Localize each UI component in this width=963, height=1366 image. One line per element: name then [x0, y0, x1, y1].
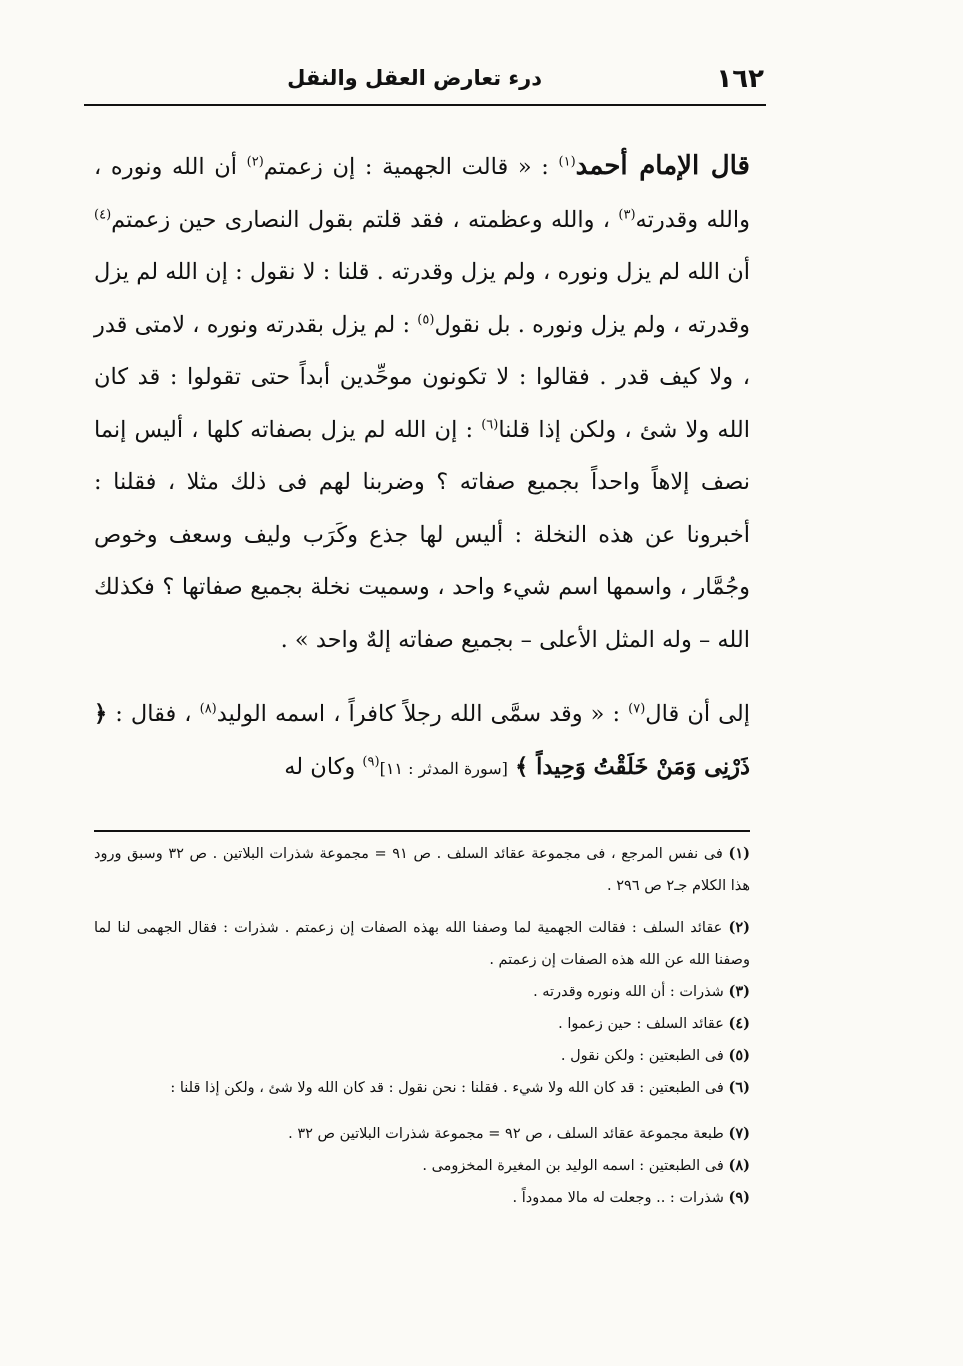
text-run: أن الله ونوره ، والله وقدرته	[94, 154, 751, 233]
footnote-7	[94, 1118, 750, 1150]
footnote-text: عقائد السلف : حين زعموا .	[558, 1016, 724, 1032]
footnote-marker: (٤)	[94, 207, 112, 222]
footnote-number: (٨)	[728, 1157, 750, 1174]
footnote-8	[94, 1150, 750, 1182]
footnote-text: شذرات : .. وجعلت له مالا ممدوداً .	[512, 1190, 724, 1206]
footnote-number: (٢)	[728, 919, 750, 936]
text-run: إلى أن قال	[645, 701, 751, 727]
footnote-marker: (٣)	[618, 207, 636, 222]
page-number: ١٦٢	[716, 64, 764, 94]
surah-reference: [سورة المدثر : ١١]	[379, 758, 508, 778]
footnote-marker: (٥)	[417, 312, 435, 327]
text-run: : لم يزل بقدرته ونوره ، لامتى قدر ، ولا كيف قدر . فقالوا : لا تكونون موحِّدين أبداً حتى تقولوا : قد كان الله ولا شئ ، ولكن إذا قلنا	[94, 311, 750, 443]
footnote-text: فى نفس المرجع ، فى مجموعة عقائد السلف . ص ٩١ = مجموعة شذرات البلاتين . ص ٣٢ وسبق ورود هذا الكلام جـ٢ ص ٢٩٦ .	[94, 846, 750, 894]
footnote-text: طبعة مجموعة عقائد السلف ، ص ٩٢ = مجموعة شذرات البلاتين ص ٣٢ .	[288, 1126, 724, 1142]
text-run: : إن الله لم يزل بصفاته كلها ، أليس إنما نصف إلاهاً واحداً بجميع صفاته ؟ وضربنا لهم فى ذلك مثلا ، فقلنا : أخبرونا عن هذه النخلة : أليس لها جذع وكَرَب وليف وسعف وخوص وجُمَّار ، واسمها اسم شيء واحد ، وسميت نخلة بجميع صفاتها ؟ فكذلك الله – وله المثل الأعلى – بجميع صفاته إلهٌ واحد » .	[94, 416, 750, 653]
footnote-rule	[94, 830, 750, 832]
footnote-1	[94, 838, 750, 902]
footnote-number: (٧)	[728, 1125, 750, 1142]
footnote-text: شذرات : أن الله ونوره وقدرته .	[533, 984, 724, 1000]
footnote-text: عقائد السلف : فقالت الجهمية لما وصفنا الله بهذه الصفات إن زعمتم . شذرات : فقال الجهمى لنا لما وصفنا الله عن الله هذه الصفات إن زعمتم .	[94, 920, 750, 968]
paragraph-1	[94, 140, 750, 666]
footnote-4	[94, 1008, 750, 1040]
footnote-number: (٥)	[728, 1047, 750, 1064]
footnote-number: (٩)	[728, 1189, 750, 1206]
footnote-number: (٤)	[728, 1015, 750, 1032]
footnote-text: فى الطبعتين : ولكن نقول .	[560, 1048, 724, 1064]
footnote-text: فى الطبعتين : اسمه الوليد بن المغيرة المخزومى .	[422, 1158, 724, 1174]
header-rule	[84, 104, 766, 106]
footnote-marker: (٢)	[246, 154, 264, 170]
footnotes	[94, 838, 750, 1214]
footnote-marker: (١)	[558, 154, 576, 170]
footnote-text: فى الطبعتين : قد كان الله ولا شيء . فقلنا : نحن نقول : قد كان الله ولا شئ ، ولكن إذا قلنا :	[170, 1080, 724, 1096]
text-run: أن الله لم يزل ونوره ، ولم يزل وقدرته . قلنا : لا نقول : إن الله لم يزل وقدرته ، ولم يزل ونوره . بل نقول	[94, 259, 750, 338]
speaker-name: قال الإمام أحمد	[575, 151, 750, 181]
text-run: ، والله وعظمته ، فقد قلتم بقول النصارى حين زعمتم	[111, 206, 619, 233]
text-run: : « قالت الجهمية : إن زعمتم	[263, 154, 559, 180]
footnote-number: (١)	[728, 845, 751, 862]
text-run: ، فقال :	[107, 701, 200, 727]
footnote-5	[94, 1040, 750, 1072]
text-run: : « وقد سمَّى الله رجلاً كافراً ، اسمه الوليد	[216, 701, 629, 727]
footnote-2	[94, 912, 750, 976]
footnote-9	[94, 1182, 750, 1214]
footnote-6	[94, 1072, 750, 1104]
footnote-marker: (٧)	[628, 701, 646, 717]
quran-verse: ﴿ ذَرْنِى وَمَنْ خَلَقْتُ وَحِيداً ﴾	[94, 701, 750, 780]
main-text	[94, 140, 750, 795]
footnote-3	[94, 976, 750, 1008]
footnote-number: (٣)	[728, 983, 750, 1000]
footnote-marker: (٦)	[481, 417, 499, 432]
paragraph-2	[94, 688, 750, 795]
running-title: درء تعارض العقل والنقل	[287, 66, 542, 90]
footnote-number: (٦)	[728, 1079, 750, 1096]
footnote-marker: (٩)	[362, 754, 380, 769]
footnote-marker: (٨)	[199, 701, 217, 717]
text-run: وكان له	[284, 753, 363, 780]
page-header	[84, 62, 764, 102]
